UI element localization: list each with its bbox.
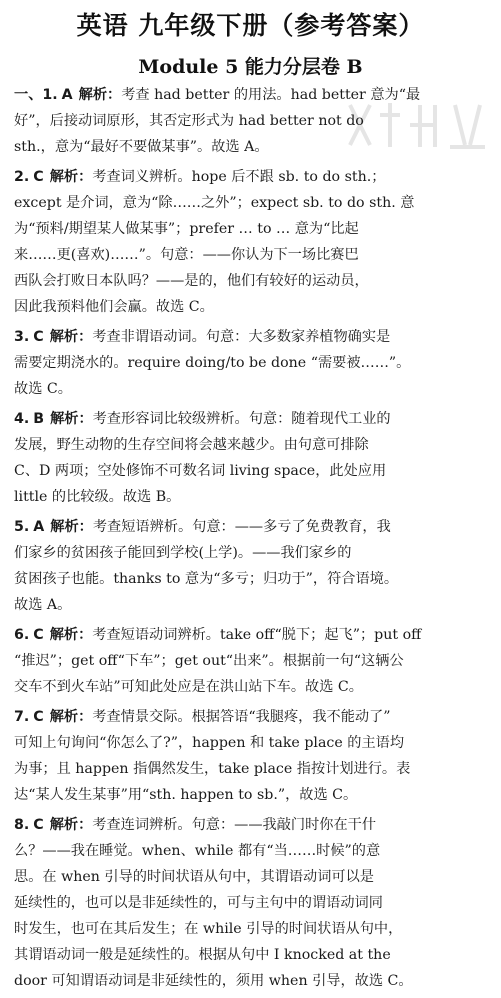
- explanation-text: 西队会打败日本队吗？——是的，他们有较好的运动员，: [14, 273, 369, 289]
- answer-line: [14, 514, 490, 540]
- answer-item: [14, 704, 490, 808]
- explanation-text: 考查短语动词辨析。take off“脱下；起飞”；put off: [92, 627, 422, 643]
- answer-line: [14, 566, 490, 592]
- answer-item: [14, 622, 490, 700]
- answer-list: [14, 82, 490, 998]
- explanation-text: 考查形容词比较级辨析。句意：随着现代工业的: [92, 411, 391, 427]
- question-number: 6.: [14, 627, 30, 643]
- question-number: 4.: [14, 411, 30, 427]
- explanation-text: 考查 had better 的用法。had better 意为“最: [121, 87, 421, 103]
- explanation-text: 来……更(喜欢)……”。句意：——你认为下一场比赛巴: [14, 247, 359, 263]
- analysis-label: 解析：: [50, 519, 93, 535]
- answer-item: [14, 514, 490, 618]
- explanation-text: 时发生，也可在其后发生；在 while 引导的时间状语从句中，: [14, 921, 403, 937]
- answer-line: [14, 376, 490, 402]
- analysis-label: 解析：: [78, 87, 122, 103]
- explanation-text: door 可知谓语动词是非延续性的，须用 when 引导，故选 C。: [14, 973, 413, 989]
- answer-line: [14, 268, 490, 294]
- answer-line: [14, 190, 490, 216]
- explanation-text: sth.，意为“最好不要做某事”。故选 A。: [14, 139, 269, 155]
- analysis-label: 解析：: [50, 411, 93, 427]
- explanation-text: 故选 A。: [14, 597, 72, 613]
- explanation-text: 考查连词辨析。句意：——我敲门时你在干什: [92, 817, 377, 833]
- answer-letter: B: [33, 411, 45, 427]
- explanation-text: 可知上句询问“你怎么了?”，happen 和 take place 的主语均: [14, 735, 405, 751]
- explanation-text: “推迟”；get off“下车”；get out“出来”。根据前一句“这辆公: [14, 653, 404, 669]
- answer-line: [14, 164, 490, 190]
- explanation-text: 达“某人发生某事”用“sth. happen to sb.”，故选 C。: [14, 787, 358, 803]
- explanation-text: 故选 C。: [14, 381, 72, 397]
- answer-line: [14, 674, 490, 700]
- explanation-text: 贫困孩子也能。thanks to 意为“多亏；归功于”，符合语境。: [14, 571, 399, 587]
- analysis-label: 解析：: [49, 627, 93, 643]
- answer-line: [14, 622, 490, 648]
- answer-line: [14, 294, 490, 320]
- question-number: 一、1.: [14, 87, 58, 103]
- answer-line: [14, 432, 490, 458]
- answer-line: [14, 458, 490, 484]
- page-title: 英语 九年级下册（参考答案）: [76, 11, 425, 40]
- explanation-text: 其谓语动词一般是延续性的。根据从句中 I knocked at the: [14, 947, 391, 963]
- answer-line: [14, 350, 490, 376]
- answer-line: [14, 916, 490, 942]
- answer-item: [14, 82, 490, 160]
- answer-line: [14, 108, 490, 134]
- answer-line: [14, 592, 490, 618]
- analysis-label: 解析：: [49, 169, 93, 185]
- analysis-label: 解析：: [49, 329, 93, 345]
- answer-letter: C: [33, 169, 44, 185]
- explanation-text: 们家乡的贫困孩子能回到学校(上学)。——我们家乡的: [14, 545, 352, 561]
- answer-line: [14, 648, 490, 674]
- explanation-text: 延续性的，也可以是非延续性的，可与主句中的谓语动词同: [14, 895, 383, 911]
- question-number: 7.: [14, 709, 30, 725]
- page-subtitle: Module 5 能力分层卷 B: [138, 56, 363, 78]
- explanation-text: little 的比较级。故选 B。: [14, 489, 181, 505]
- answer-item: [14, 324, 490, 402]
- answer-line: [14, 756, 490, 782]
- answer-item: [14, 812, 490, 994]
- explanation-text: 为“预料/期望某人做某事”；prefer … to … 意为“比起: [14, 221, 359, 237]
- answer-line: [14, 782, 490, 808]
- answer-line: [14, 968, 490, 994]
- answer-line: [14, 324, 490, 350]
- explanation-text: 因此我预料他们会赢。故选 C。: [14, 299, 214, 315]
- answer-letter: C: [33, 329, 44, 345]
- question-number: 3.: [14, 329, 30, 345]
- answer-line: [14, 540, 490, 566]
- answer-letter: A: [61, 87, 73, 103]
- question-number: 2.: [14, 169, 30, 185]
- answer-line: [14, 812, 490, 838]
- answer-item: [14, 164, 490, 320]
- answer-line: [14, 216, 490, 242]
- explanation-text: 交车不到火车站”可知此处应是在洪山站下车。故选 C。: [14, 679, 363, 695]
- explanation-text: C、D 两项；空处修饰不可数名词 living space，此处应用: [14, 463, 387, 479]
- explanation-text: 考查短语辨析。句意：——多亏了免费教育，我: [92, 519, 391, 535]
- answer-line: [14, 406, 490, 432]
- answer-letter: A: [33, 519, 45, 535]
- explanation-text: 好”，后接动词原形，其否定形式为 had better not do: [14, 113, 364, 129]
- explanation-text: 发展，野生动物的生存空间将会越来越少。由句意可排除: [14, 437, 369, 453]
- analysis-label: 解析：: [49, 709, 93, 725]
- answer-letter: C: [33, 709, 44, 725]
- analysis-label: 解析：: [49, 817, 93, 833]
- explanation-text: 考查词义辨析。hope 后不跟 sb. to do sth.；: [92, 169, 386, 185]
- explanation-text: 需要定期浇水的。require doing/to be done “需要被……”。: [14, 355, 411, 371]
- explanation-text: except 是介词，意为“除……之外”；expect sb. to do sth. 意: [14, 195, 415, 211]
- answer-line: [14, 890, 490, 916]
- answer-line: [14, 82, 490, 108]
- explanation-text: 么？——我在睡觉。when、while 都有“当……时候”的意: [14, 843, 381, 859]
- answer-line: [14, 134, 490, 160]
- explanation-text: 考查情景交际。根据答语“我腿疼，我不能动了”: [92, 709, 391, 725]
- question-number: 8.: [14, 817, 30, 833]
- answer-line: [14, 484, 490, 510]
- explanation-text: 为事；且 happen 指偶然发生，take place 指按计划进行。表: [14, 761, 411, 777]
- explanation-text: 考查非谓语动词。句意：大多数家养植物确实是: [92, 329, 391, 345]
- answer-item: [14, 406, 490, 510]
- answer-letter: C: [33, 627, 44, 643]
- answer-line: [14, 730, 490, 756]
- answer-line: [14, 838, 490, 864]
- answer-letter: C: [33, 817, 44, 833]
- answer-line: [14, 242, 490, 268]
- answer-line: [14, 942, 490, 968]
- answer-line: [14, 864, 490, 890]
- answer-line: [14, 704, 490, 730]
- explanation-text: 思。在 when 引导的时间状语从句中，其谓语动词可以是: [14, 869, 374, 885]
- question-number: 5.: [14, 519, 30, 535]
